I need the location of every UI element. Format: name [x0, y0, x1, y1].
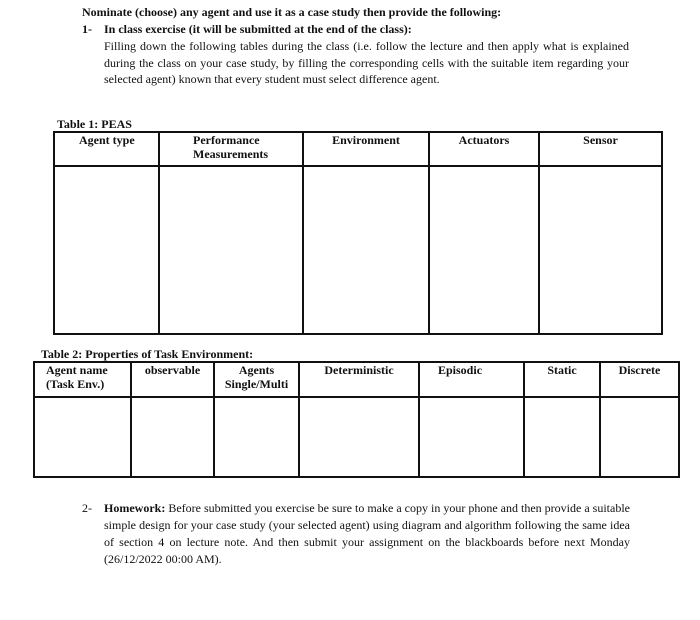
task-env-cell-agents[interactable] — [214, 397, 299, 477]
task-env-cell-deterministic[interactable] — [299, 397, 419, 477]
peas-cell-environment[interactable] — [303, 166, 429, 334]
task-env-cell-observable[interactable] — [131, 397, 214, 477]
peas-header-sensor: Sensor — [539, 132, 662, 166]
table-2-caption: Table 2: Properties of Task Environment: — [41, 347, 254, 361]
task-env-header-observable: observable — [131, 362, 214, 397]
peas-header-row — [54, 132, 662, 166]
task-environment-table — [33, 361, 680, 478]
peas-cell-sensor[interactable] — [539, 166, 662, 334]
peas-cell-performance[interactable] — [159, 166, 303, 334]
task-env-header-agent-name — [34, 362, 131, 397]
task-env-header-agents: Agents Single/Multi — [214, 362, 299, 397]
task-env-header-static: Static — [524, 362, 600, 397]
task-env-header-discrete: Discrete — [600, 362, 679, 397]
peas-table — [53, 131, 663, 335]
item-2-label: Homework: — [104, 501, 166, 515]
task-env-header-row — [34, 362, 679, 397]
peas-header-agent-type: Agent type — [54, 132, 159, 166]
peas-header-environment: Environment — [303, 132, 429, 166]
item-1-title-text: In class exercise (it will be submitted at the end of the class): — [104, 22, 412, 36]
item-1-instructions: Filling down the following tables during the class (i.e. follow the lecture and then apply what is explained during the class on your case study, by filling the corresponding cells with the suitable item regarding your selected agent) known that every student must select difference agent. — [104, 39, 629, 86]
item-2-homework — [82, 500, 630, 568]
peas-cell-actuators[interactable] — [429, 166, 539, 334]
instructions-heading: Nominate (choose) any agent and use it as a case study then provide the following: — [82, 5, 502, 19]
task-env-cell-static[interactable] — [524, 397, 600, 477]
peas-entry-row — [54, 166, 662, 334]
task-env-cell-episodic[interactable] — [419, 397, 524, 477]
task-env-cell-agent-name[interactable] — [34, 397, 131, 477]
item-1-title — [82, 22, 412, 37]
peas-header-actuators: Actuators — [429, 132, 539, 166]
task-env-header-agent-name-text: Agent name (Task Env.) — [46, 363, 108, 391]
item-2-body — [104, 500, 630, 568]
task-env-header-episodic: Episodic — [419, 362, 524, 397]
peas-cell-agent-type[interactable] — [54, 166, 159, 334]
table-1-caption: Table 1: PEAS — [57, 117, 132, 131]
task-env-entry-row — [34, 397, 679, 477]
task-env-cell-discrete[interactable] — [600, 397, 679, 477]
peas-header-performance: Performance Measurements — [159, 132, 303, 166]
item-2-number: 2- — [82, 501, 92, 515]
item-2-text: Before submitted you exercise be sure to make a copy in your phone and then provide a suitable simple design for your case study (your selected agent) using diagram and algorithm following the same idea of section 4 on lecture note. And then submit your assignment on the blackboards before next Monday (26/12/2022 00:00 AM). — [104, 501, 631, 566]
item-1-number: 1- — [82, 22, 92, 36]
task-env-header-deterministic: Deterministic — [299, 362, 419, 397]
